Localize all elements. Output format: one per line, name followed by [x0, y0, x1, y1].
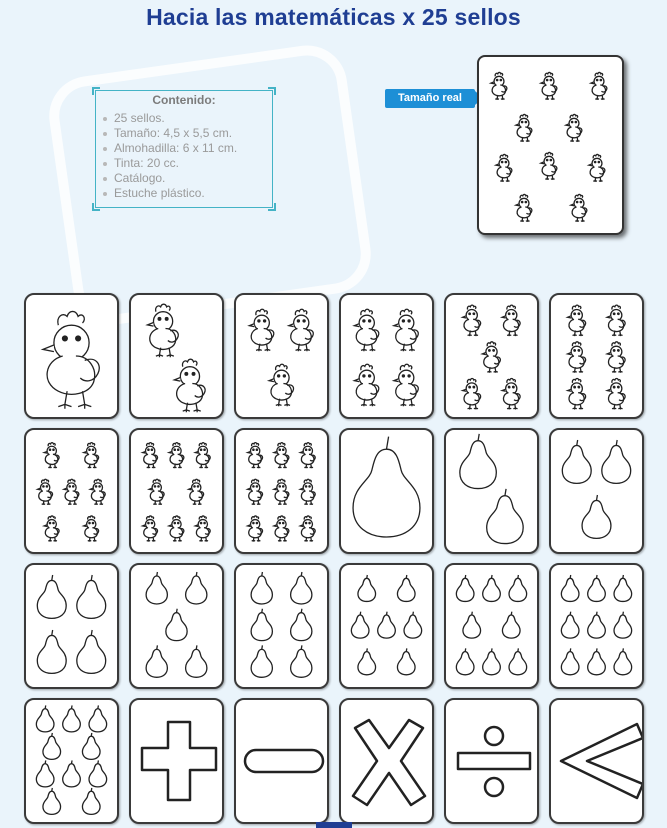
contents-item: Almohadilla: 6 x 11 cm. [114, 141, 272, 156]
stamp-3-pears [549, 428, 644, 554]
chick-drawing [131, 430, 222, 552]
pear-drawing [551, 430, 642, 552]
chick-drawing [446, 295, 537, 417]
pear-drawing [551, 565, 642, 687]
contents-item: Catálogo. [114, 171, 272, 186]
stamp-6-pears [234, 563, 329, 689]
stamp-5-chicks [444, 293, 539, 419]
stamp-2-pears [444, 428, 539, 554]
contents-item: Tamaño: 4,5 x 5,5 cm. [114, 126, 272, 141]
pear-drawing [341, 565, 432, 687]
stamp-2-chicks [129, 293, 224, 419]
times-drawing [341, 700, 432, 822]
stamp-divide-sign [444, 698, 539, 824]
stamp-7-pears [339, 563, 434, 689]
contents-item: Estuche plástico. [114, 186, 272, 201]
plus-drawing [131, 700, 222, 822]
chick-drawing [131, 295, 222, 417]
stamp-1-pear [339, 428, 434, 554]
stamp-8-pears [444, 563, 539, 689]
lessthan-drawing [551, 700, 642, 822]
stamp-7-chicks [24, 428, 119, 554]
pear-drawing [446, 430, 537, 552]
stamp-3-chicks [234, 293, 329, 419]
stamp-4-pears [24, 563, 119, 689]
stamp-5-pears [129, 563, 224, 689]
chick-drawing [236, 295, 327, 417]
page-title: Hacia las matemáticas x 25 sellos [146, 4, 521, 30]
pear-drawing [341, 430, 432, 552]
stamp-1-chick [24, 293, 119, 419]
pear-drawing [26, 565, 117, 687]
chick-drawing [551, 295, 642, 417]
contents-item: 25 sellos. [114, 111, 272, 126]
real-size-badge: Tamaño real [385, 89, 475, 108]
divide-drawing [446, 700, 537, 822]
pear-drawing [446, 565, 537, 687]
stamp-9-pears [549, 563, 644, 689]
stamp-10-pears [24, 698, 119, 824]
stamp-plus-sign [129, 698, 224, 824]
chick-drawing [26, 295, 117, 417]
chick-drawing [26, 430, 117, 552]
stamp-8-chicks [129, 428, 224, 554]
stamp-less-than-sign [549, 698, 644, 824]
minus-drawing [236, 700, 327, 822]
chick-drawing [236, 430, 327, 552]
pear-drawing [236, 565, 327, 687]
stamp-times-sign [339, 698, 434, 824]
stamp-9-chicks [234, 428, 329, 554]
pear-drawing [131, 565, 222, 687]
stamp-minus-sign [234, 698, 329, 824]
stamp-4-chicks [339, 293, 434, 419]
stamp-6-chicks [549, 293, 644, 419]
pear-drawing [26, 700, 117, 822]
contents-item: Tinta: 20 cc. [114, 156, 272, 171]
chick-drawing [341, 295, 432, 417]
contents-heading: Contenido: [152, 93, 216, 107]
page-tab [316, 822, 352, 828]
